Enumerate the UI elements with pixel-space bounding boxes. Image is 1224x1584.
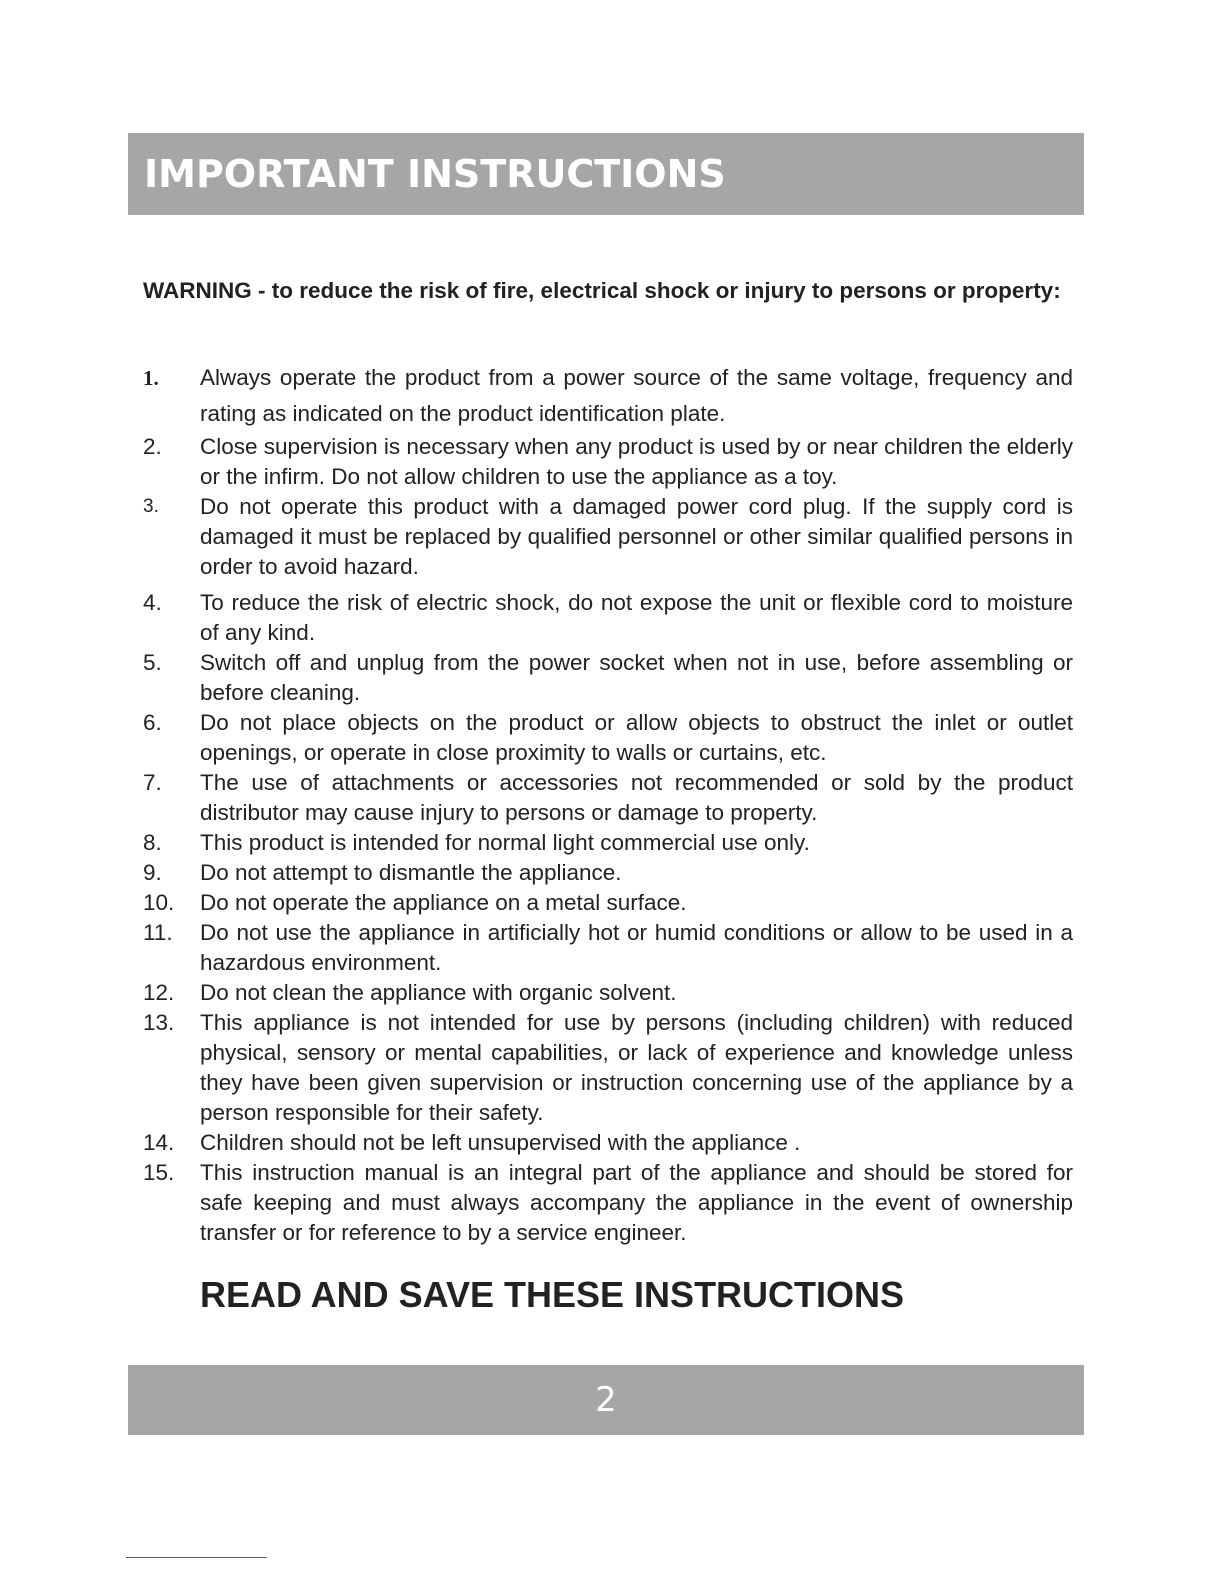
list-item-number: 12. [143,980,175,1005]
list-item-text: Do not operate the appliance on a metal surface. [200,890,687,915]
list-item [143,492,1073,582]
list-item-number: 15. [143,1160,175,1185]
list-item-text: This product is intended for normal light commercial use only. [200,830,810,855]
instructions-list [143,360,1073,1248]
list-item [143,360,1073,432]
page-number: 2 [595,1380,617,1420]
list-item-number: 4. [143,590,162,615]
list-item [143,432,1073,492]
list-item [143,1158,1073,1248]
list-item-text: Do not attempt to dismantle the appliance. [200,860,622,885]
list-item-text: The use of attachments or accessories not recommended or sold by the product distributor may cause injury to persons or damage to property. [200,770,1073,825]
list-item [143,1128,1073,1158]
list-item-number: 11. [143,920,173,945]
list-item [143,858,1073,888]
list-item-text: Close supervision is necessary when any product is used by or near children the elderly or the infirm. Do not allow children to use the appliance as a toy. [200,434,1073,489]
read-save-heading: READ AND SAVE THESE INSTRUCTIONS [200,1274,905,1315]
warning-heading: WARNING - to reduce the risk of fire, electrical shock or injury to persons or property: [143,278,1061,303]
list-item-number: 13. [143,1010,175,1035]
list-item-number: 14. [143,1130,175,1155]
list-item [143,588,1073,648]
list-item-text: Do not clean the appliance with organic solvent. [200,980,677,1005]
list-item [143,648,1073,708]
list-item [143,888,1073,918]
bottom-divider [126,1557,267,1558]
list-item [143,918,1073,978]
list-item [143,1008,1073,1128]
list-item-text: Do not use the appliance in artificially hot or humid conditions or allow to be used in a hazardous environment. [200,920,1073,975]
list-item-text: Do not place objects on the product or allow objects to obstruct the inlet or outlet openings, or operate in close proximity to walls or curtains, etc. [200,710,1073,765]
list-item-number: 6. [143,710,162,735]
list-item-text: Always operate the product from a power source of the same voltage, frequency and rating as indicated on the product identification plate. [200,365,1073,426]
page-title: IMPORTANT INSTRUCTIONS [144,152,726,196]
header-bar [128,133,1084,215]
list-item-text: This instruction manual is an integral part of the appliance and should be stored for safe keeping and must always accompany the appliance in the event of ownership transfer or for reference to by a service engineer. [200,1160,1073,1245]
list-item-number: 10. [143,890,175,915]
list-item-text: To reduce the risk of electric shock, do not expose the unit or flexible cord to moisture of any kind. [200,590,1073,645]
list-item-text: Do not operate this product with a damaged power cord plug. If the supply cord is damaged it must be replaced by qualified personnel or other similar qualified persons in order to avoid hazard. [200,494,1073,579]
list-item-number: 7. [143,770,162,795]
list-item-number: 9. [143,860,162,885]
list-item-number: 1. [143,366,159,390]
list-item [143,708,1073,768]
list-item-text: Switch off and unplug from the power socket when not in use, before assembling or before cleaning. [200,650,1073,705]
list-item-number: 3. [143,496,159,517]
footer-bar [128,1365,1084,1435]
list-item [143,978,1073,1008]
list-item-number: 5. [143,650,162,675]
list-item-number: 2. [143,434,162,459]
list-item-text: This appliance is not intended for use by persons (including children) with reduced physical, sensory or mental capabilities, or lack of experience and knowledge unless they have been given supervision or instruction concerning use of the appliance by a person responsible for their safety. [200,1010,1073,1125]
list-item [143,768,1073,828]
list-item-number: 8. [143,830,162,855]
list-item-text: Children should not be left unsupervised with the appliance . [200,1130,801,1155]
list-item [143,828,1073,858]
